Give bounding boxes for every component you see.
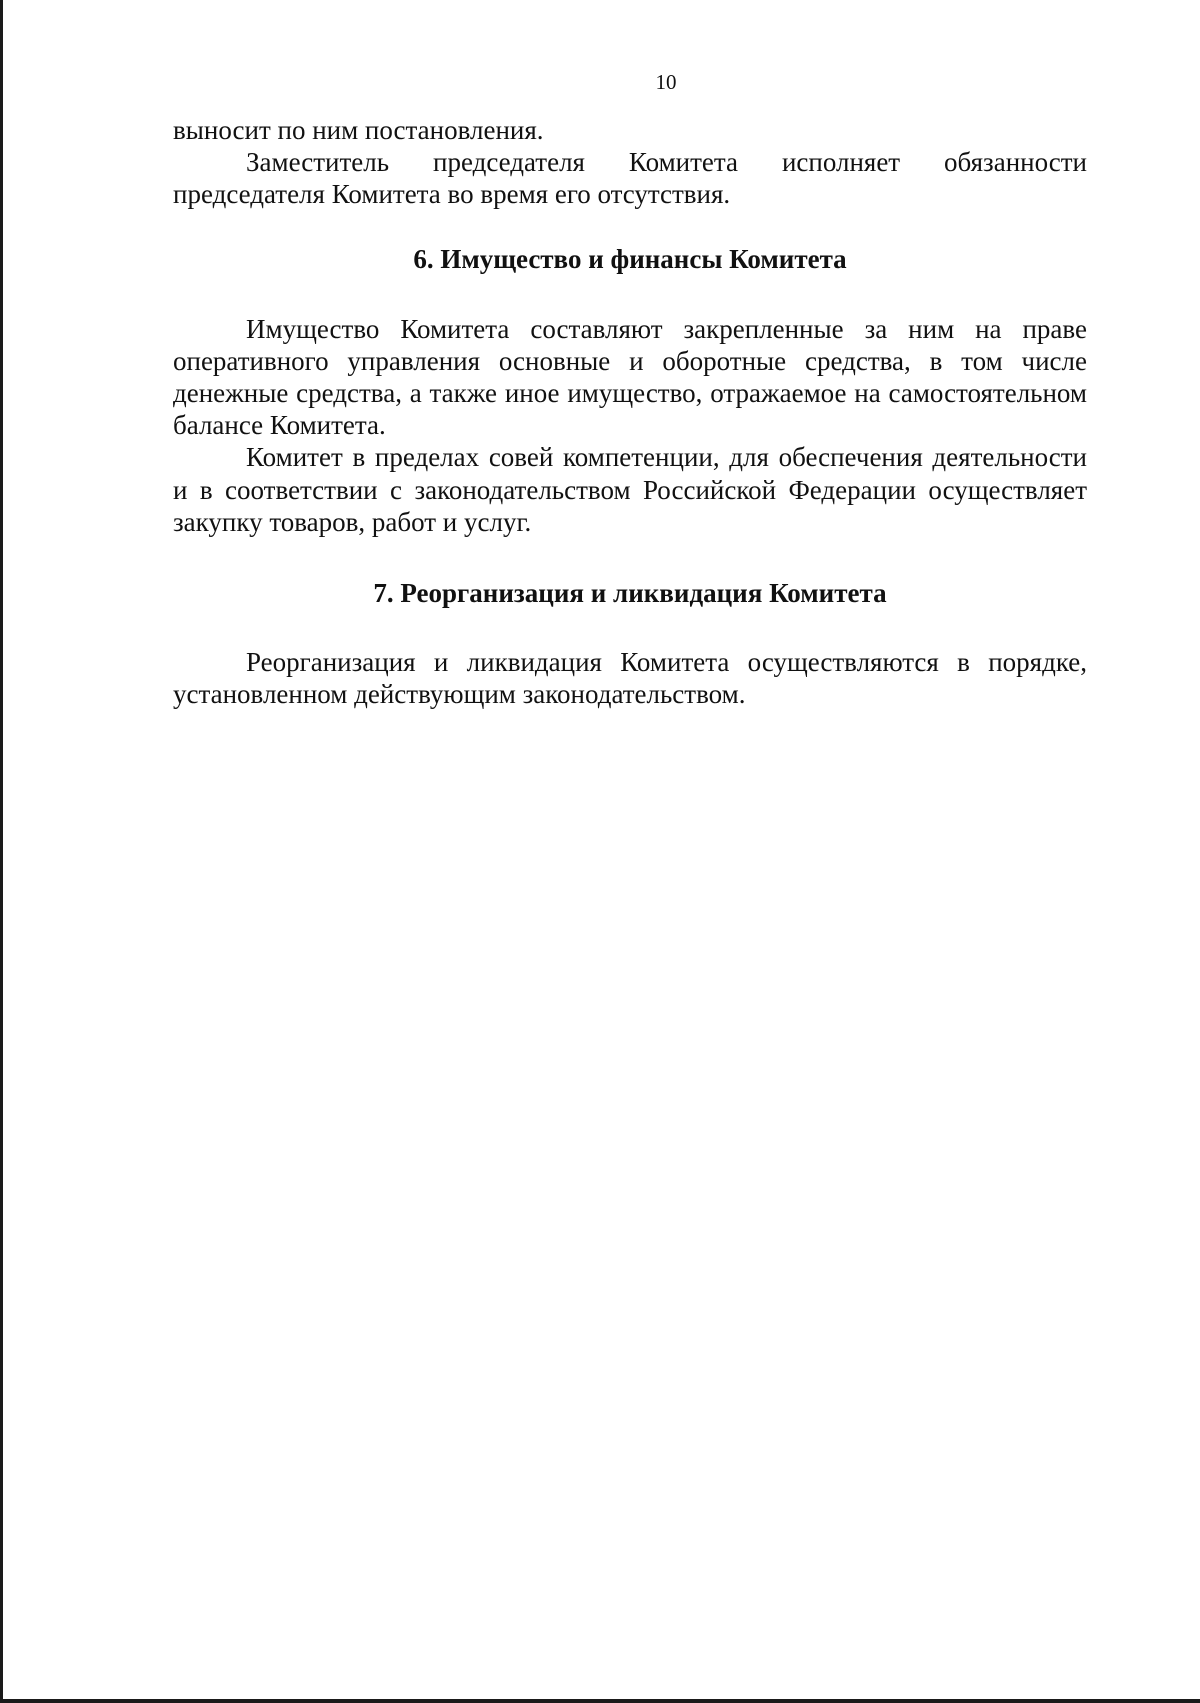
section-6-paragraph-property: Имущество Комитета составляют закрепленные за ним на праве оперативного управления основные и оборотные средства, в том числе денежные средства, а также иное имущество, отражаемое на самостоятельном балансе Комитета. bbox=[173, 313, 1087, 441]
page-number: 10 bbox=[655, 70, 677, 94]
scan-edge-bottom bbox=[0, 1699, 1200, 1703]
scan-edge-left bbox=[0, 0, 3, 1703]
section-7-heading: 7. Реорганизация и ликвидация Комитета bbox=[373, 578, 887, 609]
paragraph-deputy-chairman: Заместитель председателя Комитета исполняет обязанности председателя Комитета во время его отсутствия. bbox=[173, 147, 1087, 210]
document-body bbox=[173, 114, 1087, 710]
section-6-heading: 6. Имущество и финансы Комитета bbox=[413, 243, 847, 274]
paragraph-continuation: выносит по ним постановления. bbox=[173, 115, 544, 145]
section-7-paragraph-reorganization: Реорганизация и ликвидация Комитета осуществляются в порядке, установленном действующим законодательством. bbox=[173, 647, 1087, 710]
section-6-paragraph-procurement: Комитет в пределах совей компетенции, для обеспечения деятельности и в соответствии с законодательством Российской Федерации осуществляет закупку товаров, работ и услуг. bbox=[173, 442, 1087, 537]
